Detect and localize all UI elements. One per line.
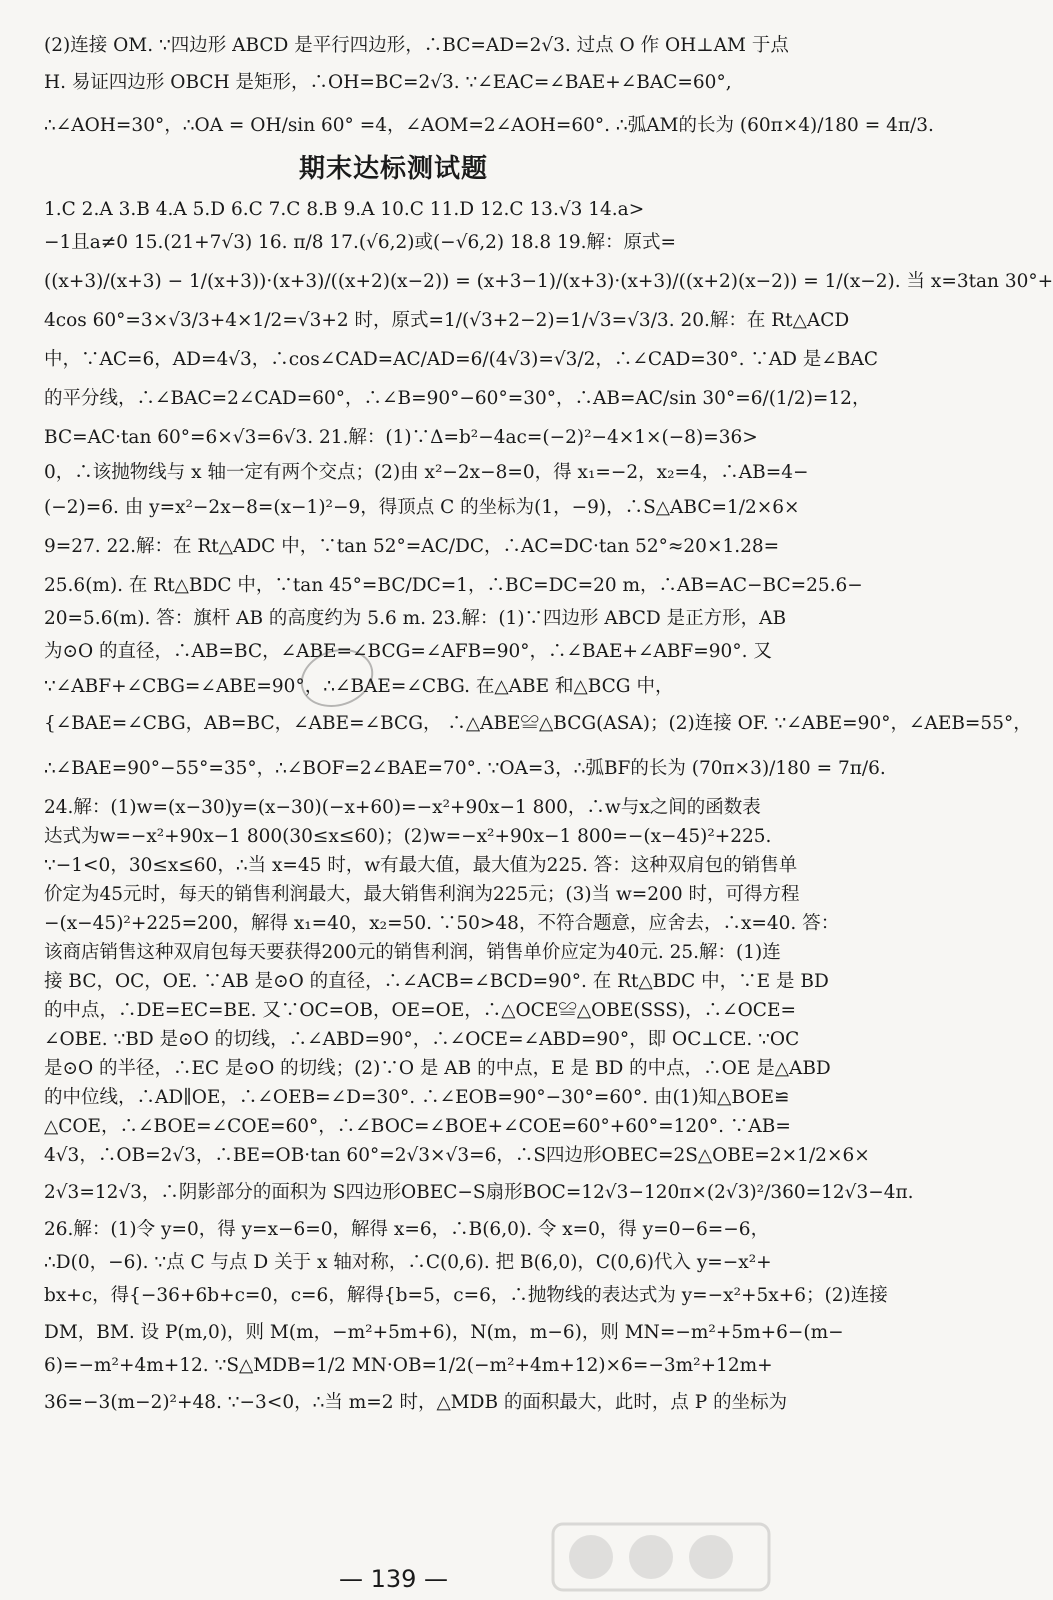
answer-line: ∠OBE. ∵BD 是⊙O 的切线，∴∠ABD=90°，∴∠OCE=∠ABD=90°，即 OC⊥CE. ∵OC xyxy=(44,1029,800,1050)
answer-line: 是⊙O 的半径，∴EC 是⊙O 的切线；(2)∵O 是 AB 的中点，E 是 BD 的中点，∴OE 是△ABD xyxy=(44,1058,831,1079)
intro-line-2: H. 易证四边形 OBCH 是矩形，∴OH=BC=2√3. ∵∠EAC=∠BAE+∠BAC=60°, xyxy=(44,72,732,93)
answer-line: 24.解：(1)w=(x−30)y=(x−30)(−x+60)=−x²+90x−1 800，∴w与x之间的函数表 xyxy=(44,797,761,818)
answer-line: 达式为w=−x²+90x−1 800(30≤x≤60)；(2)w=−x²+90x−1 800=−(x−45)²+225. xyxy=(44,826,772,847)
answers-block xyxy=(44,190,1053,1414)
answer-line: ∵∠ABF+∠CBG=∠ABE=90°，∴∠BAE=∠CBG. 在△ABE 和△BCG 中， xyxy=(44,676,674,697)
answer-line: 20=5.6(m). 答：旗杆 AB 的高度约为 5.6 m. 23.解：(1)∵四边形 ABCD 是正方形，AB xyxy=(44,608,787,629)
intro-line-3: ∴∠AOH=30°，∴OA = OH/sin 60° =4，∠AOM=2∠AOH=60°. ∴弧AM的长为 (60π×4)/180 = 4π/3. xyxy=(44,115,934,136)
answer-line: ∴D(0，−6). ∵点 C 与点 D 关于 x 轴对称，∴C(0,6). 把 B(6,0)，C(0,6)代入 y=−x²+ xyxy=(44,1252,772,1273)
page-title: 期末达标测试题 xyxy=(298,154,488,184)
answer-line: ∴∠BAE=90°−55°=35°，∴∠BOF=2∠BAE=70°. ∵OA=3，∴弧BF的长为 (70π×3)/180 = 7π/6. xyxy=(44,758,886,779)
answer-line: 中，∵AC=6，AD=4√3，∴cos∠CAD=AC/AD=6/(4√3)=√3/2，∴∠CAD=30°. ∵AD 是∠BAC xyxy=(44,349,879,370)
answer-line: 1.C 2.A 3.B 4.A 5.D 6.C 7.C 8.B 9.A 10.C 11.D 12.C 13.√3 14.a> xyxy=(44,199,645,220)
answer-line: 接 BC，OC，OE. ∵AB 是⊙O 的直径，∴∠ACB=∠BCD=90°. 在 Rt△BDC 中，∵E 是 BD xyxy=(44,971,829,992)
answer-line: 25.6(m). 在 Rt△BDC 中，∵tan 45°=BC/DC=1，∴BC=DC=20 m，∴AB=AC−BC=25.6− xyxy=(44,575,863,596)
answer-line: ∵−1<0，30≤x≤60，∴当 x=45 时，w有最大值，最大值为225. 答：这种双肩包的销售单 xyxy=(44,855,798,876)
answer-line: 该商店销售这种双肩包每天要获得200元的销售利润，销售单价应定为40元. 25.解：(1)连 xyxy=(44,942,781,963)
answer-line: 为⊙O 的直径，∴AB=BC，∠ABE=∠BCG=∠AFB=90°，∴∠BAE+∠ABF=90°. 又 xyxy=(44,641,772,662)
answer-line: 的平分线，∴∠BAC=2∠CAD=60°，∴∠B=90°−60°=30°，∴AB=AC/sin 30°=6/(1/2)=12， xyxy=(44,388,871,409)
answer-line: 价定为45元时，每天的销售利润最大，最大销售利润为225元；(3)当 w=200 时，可得方程 xyxy=(44,884,800,905)
intro-line-1: (2)连接 OM. ∵四边形 ABCD 是平行四边形，∴BC=AD=2√3. 过点 O 作 OH⊥AM 于点 xyxy=(44,35,789,56)
answer-line: 6)=−m²+4m+12. ∵S△MDB=1/2 MN·OB=1/2(−m²+4m+12)×6=−3m²+12m+ xyxy=(44,1355,773,1376)
answer-line: bx+c，得{−36+6b+c=0，c=6，解得{b=5，c=6，∴抛物线的表达式为 y=−x²+5x+6；(2)连接 xyxy=(44,1285,888,1306)
answer-line: 0，∴该抛物线与 x 轴一定有两个交点；(2)由 x²−2x−8=0，得 x₁=−2，x₂=4，∴AB=4− xyxy=(44,462,809,483)
answer-line: (−2)=6. 由 y=x²−2x−8=(x−1)²−9，得顶点 C 的坐标为(1，−9)，∴S△ABC=1/2×6× xyxy=(44,497,800,518)
answer-line: 4√3，∴OB=2√3，∴BE=OB·tan 60°=2√3×√3=6，∴S四边形OBEC=2S△OBE=2×1/2×6× xyxy=(44,1145,870,1166)
answer-line: 4cos 60°=3×√3/3+4×1/2=√3+2 时，原式=1/(√3+2−2)=1/√3=√3/3. 20.解：在 Rt△ACD xyxy=(44,310,850,331)
answer-line: DM，BM. 设 P(m,0)，则 M(m，−m²+5m+6)，N(m，m−6)，则 MN=−m²+5m+6−(m− xyxy=(44,1322,844,1343)
answer-line: −1且a≠0 15.(21+7√3) 16. π/8 17.(√6,2)或(−√6,2) 18.8 19.解：原式= xyxy=(44,232,676,253)
answer-line: {∠BAE=∠CBG，AB=BC，∠ABE=∠BCG， ∴△ABE≌△BCG(ASA)；(2)连接 OF. ∵∠ABE=90°，∠AEB=55°， xyxy=(44,713,1032,734)
answer-line: 9=27. 22.解：在 Rt△ADC 中，∵tan 52°=AC/DC，∴AC=DC·tan 52°≈20×1.28= xyxy=(44,536,780,557)
answer-line: 的中点，∴DE=EC=BE. 又∵OC=OB，OE=OE，∴△OCE≌△OBE(SSS)，∴∠OCE= xyxy=(44,1000,796,1021)
answer-line: △COE，∴∠BOE=∠COE=60°，∴∠BOC=∠BOE+∠COE=60°+60°=120°. ∵AB= xyxy=(44,1116,791,1137)
answer-line: ((x+3)/(x+3) − 1/(x+3))·(x+3)/((x+2)(x−2)) = (x+3−1)/(x+3)·(x+3)/((x+2)(x−2)) = 1/(x−2). 当 x=3tan 30°+ xyxy=(44,271,1053,292)
answer-line: BC=AC·tan 60°=6×√3=6√3. 21.解：(1)∵Δ=b²−4ac=(−2)²−4×1×(−8)=36> xyxy=(44,427,758,448)
page-number: — 139 — xyxy=(338,1565,449,1593)
answer-line: 36=−3(m−2)²+48. ∵−3<0，∴当 m=2 时，△MDB 的面积最大，此时，点 P 的坐标为 xyxy=(44,1392,788,1413)
answer-line: 2√3=12√3，∴阴影部分的面积为 S四边形OBEC−S扇形BOC=12√3−120π×(2√3)²/360=12√3−4π. xyxy=(44,1182,914,1203)
answer-line: 26.解：(1)令 y=0，得 y=x−6=0，解得 x=6，∴B(6,0). 令 x=0，得 y=0−6=−6， xyxy=(44,1219,770,1240)
intro-block xyxy=(44,34,934,137)
answer-line: −(x−45)²+225=200，解得 x₁=40，x₂=50. ∵50>48，不符合题意，应舍去，∴x=40. 答： xyxy=(44,913,840,934)
answer-line: 的中位线，∴AD∥OE，∴∠OEB=∠D=30°. ∴∠EOB=90°−30°=60°. 由(1)知△BOE≌ xyxy=(44,1087,790,1108)
